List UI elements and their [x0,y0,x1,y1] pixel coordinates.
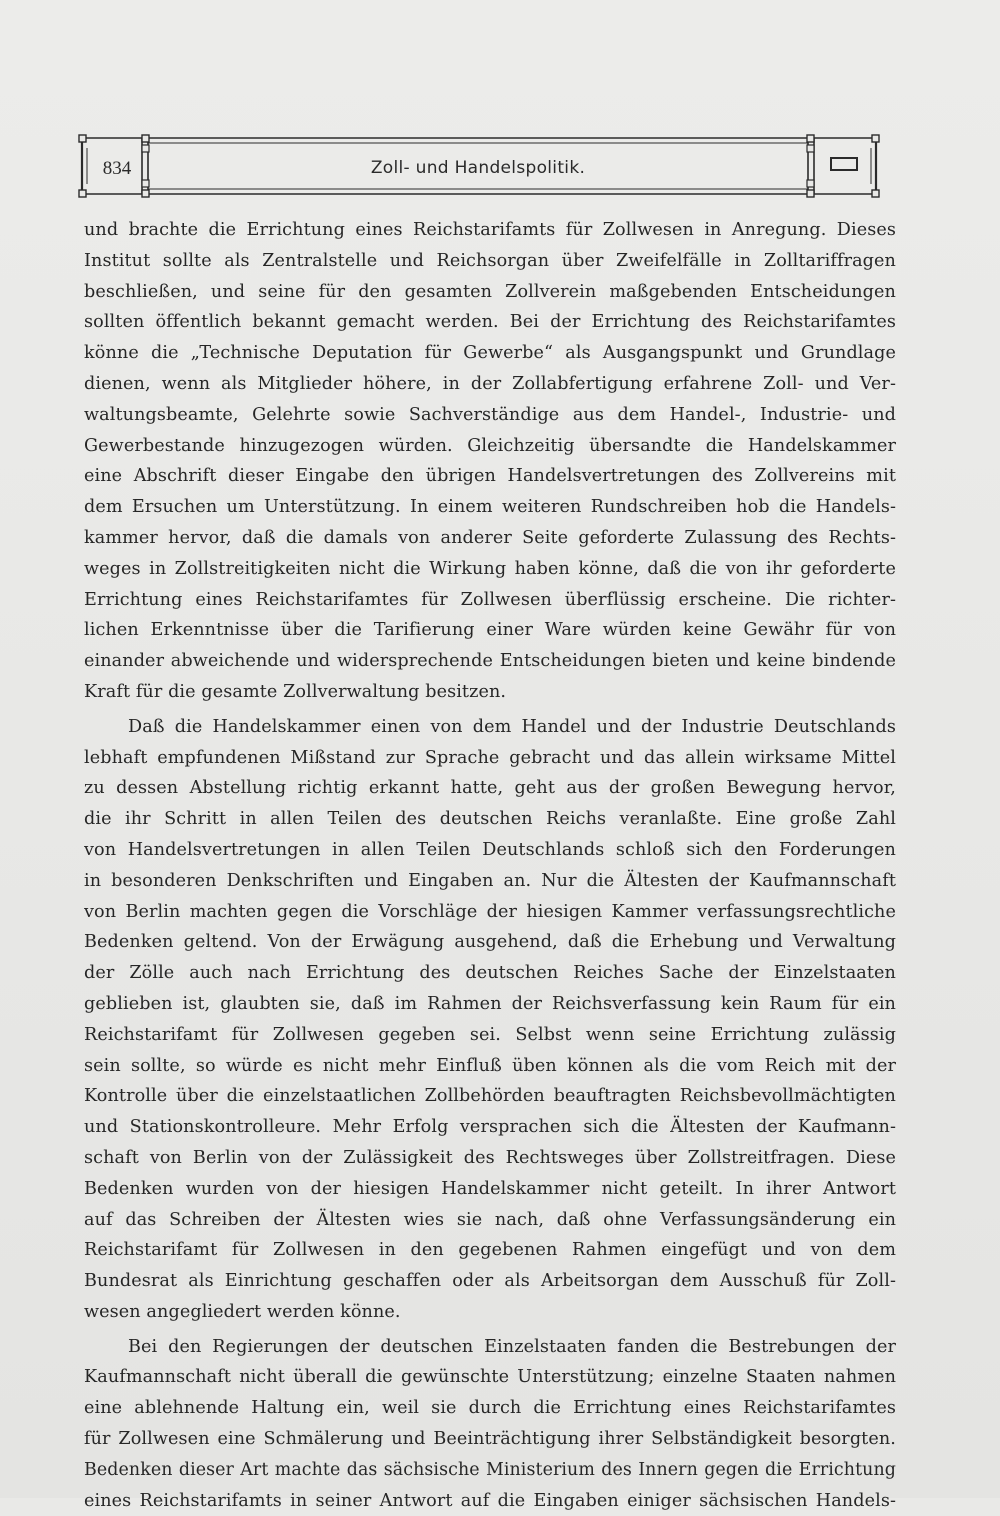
text-line: kammer hervor, daß die damals von anderer Seite geforderte Zulassung des Rechts- [84,527,896,548]
text-line: Gewerbestande hinzugezogen würden. Gleichzeitig übersandte die Handelskammer [84,435,896,456]
text-line: eines Reichstarifamts in seiner Antwort auf die Eingaben einiger sächsischen Handels- [84,1490,896,1511]
text-line: die ihr Schritt in allen Teilen des deutschen Reichs veranlaßte. Eine große Zahl [84,809,896,830]
text-line: Bedenken wurden von der hiesigen Handelskammer nicht geteilt. In ihrer Antwort [84,1178,896,1199]
text-line: dienen, wenn als Mitglieder höhere, in der Zollabfertigung erfahrene Zoll- und Ver- [84,373,896,394]
text-line: Kaufmannschaft nicht überall die gewünschte Unterstützung; einzelne Staaten nahmen [84,1367,896,1388]
text-line: Bedenken geltend. Von der Erwägung ausgehend, daß die Erhebung und Verwaltung [84,932,896,953]
text-line: weges in Zollstreitigkeiten nicht die Wirkung haben könne, daß die von ihr geforderte [84,558,896,579]
text-line: für Zollwesen eine Schmälerung und Beeinträchtigung ihrer Selbständigkeit besorgten. [84,1429,896,1450]
running-title: Zoll- und Handelspolitik. [370,158,586,178]
text-line: dem Ersuchen um Unterstützung. In einem weiteren Rundschreiben hob die Handels- [84,497,896,518]
text-line: von Handelsvertretungen in allen Teilen Deutschlands schloß sich den Forderungen [84,839,896,860]
text-line: waltungsbeamte, Gelehrte sowie Sachverständige aus dem Handel-, Industrie- und [84,404,896,425]
text-line: eine ablehnende Haltung ein, weil sie durch die Errichtung eines Reichstarifamtes [84,1398,896,1419]
text-line: wesen angegliedert werden könne. [84,1301,401,1322]
text-line: sein sollte, so würde es nicht mehr Einfluß üben können als die vom Reich mit der [84,1055,896,1076]
paragraph [84,1332,896,1516]
page-number: 834 [102,158,132,179]
text-line: auf das Schreiben der Ältesten wies sie nach, daß ohne Verfassungsänderung ein [84,1209,896,1230]
text-line: und Stationskontrolleure. Mehr Erfolg versprachen sich die Ältesten der Kaufmann- [84,1117,896,1138]
text-line: und brachte die Errichtung eines Reichstarifamts für Zollwesen in Anregung. Dieses [84,220,896,240]
paragraph [84,215,896,708]
text-line: Reichstarifamt für Zollwesen gegeben sei. Selbst wenn seine Errichtung zulässig [84,1024,896,1045]
paragraph [84,712,896,1328]
text-line: Reichstarifamt für Zollwesen in den gegebenen Rahmen eingefügt und von dem [84,1240,896,1261]
text-line: Kontrolle über die einzelstaatlichen Zollbehörden beauftragten Reichsbevollmächtigten [84,1086,896,1107]
text-line: der Zölle auch nach Errichtung des deutschen Reiches Sache der Einzelstaaten [84,963,896,984]
text-line: einander abweichende und widersprechende Entscheidungen bieten und keine bindende [84,651,896,672]
text-line: von Berlin machten gegen die Vorschläge der hiesigen Kammer verfassungsrechtliche [84,901,896,922]
text-line: Bundesrat als Einrichtung geschaffen oder als Arbeitsorgan dem Ausschuß für Zoll- [84,1271,896,1292]
text-line: könne die „Technische Deputation für Gewerbe“ als Ausgangspunkt und Grundlage [84,343,896,364]
text-line: Bei den Regierungen der deutschen Einzelstaaten fanden die Bestrebungen der [128,1336,896,1357]
text-line: geblieben ist, glaubten sie, daß im Rahmen der Reichsverfassung kein Raum für ein [84,993,896,1014]
text-line: lebhaft empfundenen Mißstand zur Sprache gebracht und das allein wirksame Mittel [84,747,896,768]
text-line: Errichtung eines Reichstarifamtes für Zollwesen überflüssig erscheine. Die richter- [84,589,896,610]
text-line: lichen Erkenntnisse über die Tarifierung einer Ware würden keine Gewähr für von [84,620,896,641]
page-header [78,134,880,198]
text-line: in besonderen Denkschriften und Eingaben an. Nur die Ältesten der Kaufmannschaft [84,870,896,891]
text-line: Daß die Handelskammer einen von dem Handel und der Industrie Deutschlands [128,716,896,737]
text-line: beschließen, und seine für den gesamten Zollverein maßgebenden Entscheidungen [84,281,896,302]
text-line: eine Abschrift dieser Eingabe den übrigen Handelsvertretungen des Zollvereins mit [84,466,896,487]
text-line: Institut sollte als Zentralstelle und Reichsorgan über Zweifelfälle in Zolltariffragen [84,250,896,271]
text-line: Bedenken dieser Art machte das sächsische Ministerium des Innern gegen die Errichtung [84,1459,896,1480]
text-line: zu dessen Abstellung richtig erkannt hatte, geht aus der großen Bewegung hervor, [84,778,896,799]
text-line: schaft von Berlin von der Zulässigkeit des Rechtsweges über Zollstreitfragen. Diese [84,1147,896,1168]
body-text [84,215,896,1516]
text-line: Kraft für die gesamte Zollverwaltung besitzen. [84,681,507,702]
text-line: sollten öffentlich bekannt gemacht werden. Bei der Errichtung des Reichstarifamtes [84,312,896,333]
